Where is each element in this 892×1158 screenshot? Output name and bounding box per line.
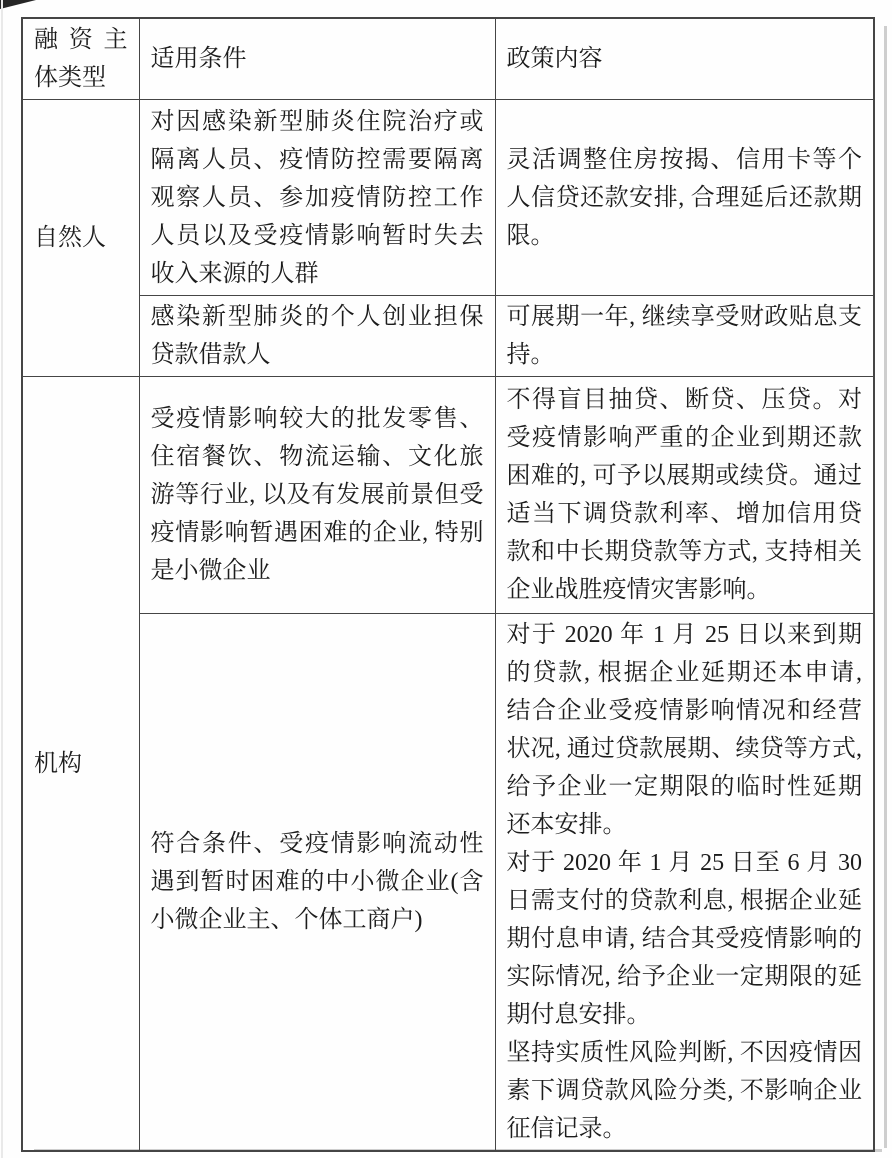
- scan-artifact-corner: [0, 0, 36, 9]
- scan-artifact-left-edge: [1, 0, 3, 1158]
- condition-cell-institution-2: 符合条件、受疫情影响流动性遇到暂时困难的中小微企业(含小微企业主、个体工商户): [139, 614, 495, 1152]
- policy-cell-institution-1: 不得盲目抽贷、断贷、压贷。对受疫情影响严重的企业到期还款困难的, 可予以展期或续贷。通过适当下调贷款利率、增加信用贷款和中长期贷款等方式, 支持相关企业战胜疫情灾害影响。: [495, 377, 874, 614]
- policy-cell-institution-2: [495, 614, 874, 1152]
- table-row: [22, 296, 874, 377]
- policy-paragraph-repayment-deferral: 对于 2020 年 1 月 25 日以来到期的贷款, 根据企业延期还本申请, 结合企业受疫情影响情况和经营状况, 通过贷款展期、续贷等方式, 给予企业一定期限的临时性延期还本安排。: [506, 622, 862, 838]
- table-row: [22, 377, 874, 614]
- table-shadow-right: [884, 26, 887, 1148]
- condition-cell-natural-person-2: 感染新型肺炎的个人创业担保贷款借款人: [139, 296, 495, 377]
- entity-cell-natural-person: 自然人: [22, 100, 139, 377]
- financing-policy-table: [21, 17, 875, 1152]
- policy-cell-natural-person-2: 可展期一年, 继续享受财政贴息支持。: [495, 296, 874, 377]
- header-row: [22, 18, 874, 100]
- policy-cell-natural-person-1: 灵活调整住房按揭、信用卡等个人信贷还款安排, 合理延后还款期限。: [495, 100, 874, 296]
- header-policy: 政策内容: [495, 18, 874, 100]
- condition-cell-natural-person-1: 对因感染新型肺炎住院治疗或隔离人员、疫情防控需要隔离观察人员、参加疫情防控工作人员以及受疫情影响暂时失去收入来源的人群: [139, 100, 495, 296]
- condition-cell-institution-1: 受疫情影响较大的批发零售、住宿餐饮、物流运输、文化旅游等行业, 以及有发展前景但受疫情影响暂遇困难的企业, 特别是小微企业: [139, 377, 495, 614]
- header-condition: 适用条件: [139, 18, 495, 100]
- table-row: [22, 614, 874, 1152]
- entity-cell-institution: 机构: [22, 377, 139, 1152]
- policy-paragraph-risk-classification: 坚持实质性风险判断, 不因疫情因素下调贷款风险分类, 不影响企业征信记录。: [506, 1040, 862, 1142]
- header-entity-type: 融资主体类型: [22, 18, 139, 100]
- policy-paragraph-interest-deferral: 对于 2020 年 1 月 25 日至 6 月 30 日需支付的贷款利息, 根据企业延期付息申请, 结合其受疫情影响的实际情况, 给予企业一定期限的延期付息安排。: [506, 850, 862, 1028]
- table-row: [22, 100, 874, 296]
